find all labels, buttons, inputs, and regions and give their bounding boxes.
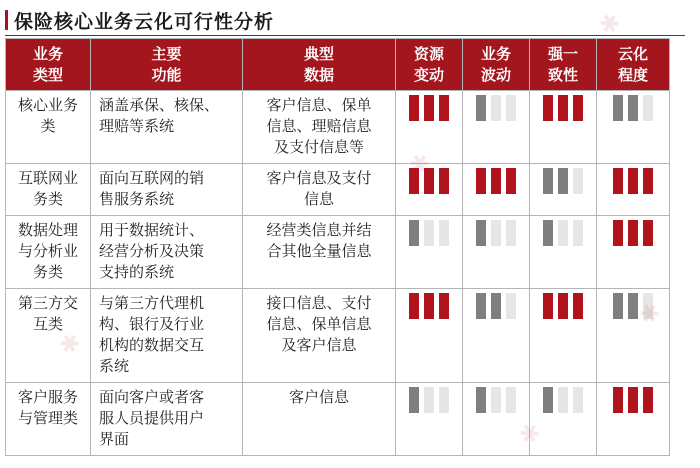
rating-cell bbox=[530, 91, 597, 164]
rating-cell bbox=[597, 164, 670, 216]
filled-bar bbox=[613, 220, 623, 246]
level-bars bbox=[543, 95, 583, 121]
level-bars bbox=[409, 95, 449, 121]
filled-bar bbox=[409, 95, 419, 121]
function-cell: 用于数据统计、 经营分析及决策 支持的系统 bbox=[91, 216, 243, 289]
filled-bar bbox=[558, 95, 568, 121]
empty-bar bbox=[506, 293, 516, 319]
header-cell: 云化 程度 bbox=[597, 39, 670, 91]
title-accent bbox=[5, 10, 8, 30]
filled-bar bbox=[476, 168, 486, 194]
filled-bar bbox=[543, 387, 553, 413]
table-row bbox=[6, 91, 670, 164]
empty-bar bbox=[491, 387, 501, 413]
rating-cell bbox=[463, 216, 530, 289]
data-cell: 客户信息、保单 信息、理赔信息 及支付信息等 bbox=[243, 91, 396, 164]
data-cell: 接口信息、支付 信息、保单信息 及客户信息 bbox=[243, 289, 396, 383]
empty-bar bbox=[643, 95, 653, 121]
empty-bar bbox=[573, 220, 583, 246]
rating-cell bbox=[597, 91, 670, 164]
filled-bar bbox=[424, 95, 434, 121]
rating-cell bbox=[463, 164, 530, 216]
filled-bar bbox=[613, 293, 623, 319]
header-cell: 资源 变动 bbox=[396, 39, 463, 91]
page-title: 保险核心业务云化可行性分析 bbox=[14, 11, 275, 33]
rating-cell bbox=[530, 383, 597, 456]
level-bars bbox=[476, 168, 516, 194]
empty-bar bbox=[558, 220, 568, 246]
data-cell: 经营类信息并结 合其他全量信息 bbox=[243, 216, 396, 289]
filled-bar bbox=[643, 387, 653, 413]
empty-bar bbox=[643, 293, 653, 319]
filled-bar bbox=[439, 293, 449, 319]
level-bars bbox=[613, 95, 653, 121]
filled-bar bbox=[628, 293, 638, 319]
level-bars bbox=[613, 168, 653, 194]
empty-bar bbox=[506, 95, 516, 121]
header-cell: 业务 波动 bbox=[463, 39, 530, 91]
level-bars bbox=[543, 293, 583, 319]
filled-bar bbox=[424, 168, 434, 194]
function-cell: 面向互联网的销 售服务系统 bbox=[91, 164, 243, 216]
level-bars bbox=[476, 220, 516, 246]
empty-bar bbox=[491, 95, 501, 121]
filled-bar bbox=[628, 387, 638, 413]
level-bars bbox=[543, 220, 583, 246]
title-bar bbox=[0, 0, 700, 36]
filled-bar bbox=[613, 95, 623, 121]
type-cell: 核心业务 类 bbox=[6, 91, 91, 164]
table-row bbox=[6, 383, 670, 456]
level-bars bbox=[409, 293, 449, 319]
empty-bar bbox=[506, 220, 516, 246]
header-cell: 业务 类型 bbox=[6, 39, 91, 91]
header-cell: 主要 功能 bbox=[91, 39, 243, 91]
type-cell: 第三方交 互类 bbox=[6, 289, 91, 383]
rating-cell bbox=[530, 289, 597, 383]
filled-bar bbox=[409, 220, 419, 246]
empty-bar bbox=[573, 168, 583, 194]
filled-bar bbox=[506, 168, 516, 194]
watermark-mark: ✱ bbox=[54, 326, 86, 362]
header-cell: 典型 数据 bbox=[243, 39, 396, 91]
filled-bar bbox=[643, 168, 653, 194]
table-row bbox=[6, 289, 670, 383]
rating-cell bbox=[396, 383, 463, 456]
level-bars bbox=[613, 293, 653, 319]
empty-bar bbox=[424, 220, 434, 246]
header-row bbox=[6, 39, 670, 91]
level-bars bbox=[613, 220, 653, 246]
filled-bar bbox=[628, 168, 638, 194]
filled-bar bbox=[491, 168, 501, 194]
rating-cell bbox=[463, 91, 530, 164]
level-bars bbox=[476, 95, 516, 121]
filled-bar bbox=[628, 95, 638, 121]
level-bars bbox=[543, 387, 583, 413]
level-bars bbox=[613, 387, 653, 413]
empty-bar bbox=[439, 387, 449, 413]
type-cell: 数据处理 与分析业 务类 bbox=[6, 216, 91, 289]
empty-bar bbox=[439, 220, 449, 246]
filled-bar bbox=[573, 95, 583, 121]
type-cell: 互联网业 务类 bbox=[6, 164, 91, 216]
empty-bar bbox=[573, 387, 583, 413]
rating-cell bbox=[463, 383, 530, 456]
watermark-mark: ✱ bbox=[514, 416, 546, 452]
data-cell: 客户信息及支付 信息 bbox=[243, 164, 396, 216]
level-bars bbox=[409, 220, 449, 246]
filled-bar bbox=[573, 293, 583, 319]
filled-bar bbox=[439, 168, 449, 194]
rating-cell bbox=[396, 216, 463, 289]
rating-cell bbox=[396, 164, 463, 216]
table-row bbox=[6, 216, 670, 289]
filled-bar bbox=[543, 95, 553, 121]
filled-bar bbox=[558, 293, 568, 319]
level-bars bbox=[543, 168, 583, 194]
data-cell: 客户信息 bbox=[243, 383, 396, 456]
function-cell: 涵盖承保、核保、 理赔等系统 bbox=[91, 91, 243, 164]
watermark-mark: ✱ bbox=[594, 6, 626, 42]
filled-bar bbox=[409, 168, 419, 194]
empty-bar bbox=[506, 387, 516, 413]
filled-bar bbox=[476, 95, 486, 121]
watermark-mark: ✱ bbox=[404, 146, 436, 182]
header-cell: 强一 致性 bbox=[530, 39, 597, 91]
filled-bar bbox=[476, 220, 486, 246]
empty-bar bbox=[424, 387, 434, 413]
rating-cell bbox=[597, 289, 670, 383]
filled-bar bbox=[543, 293, 553, 319]
function-cell: 面向客户或者客 服人员提供用户 界面 bbox=[91, 383, 243, 456]
feasibility-table bbox=[5, 38, 670, 456]
type-cell: 客户服务 与管理类 bbox=[6, 383, 91, 456]
filled-bar bbox=[628, 220, 638, 246]
level-bars bbox=[409, 168, 449, 194]
rating-cell bbox=[530, 164, 597, 216]
table-row bbox=[6, 164, 670, 216]
rating-cell bbox=[463, 289, 530, 383]
level-bars bbox=[409, 387, 449, 413]
filled-bar bbox=[409, 293, 419, 319]
empty-bar bbox=[558, 387, 568, 413]
level-bars bbox=[476, 387, 516, 413]
filled-bar bbox=[491, 293, 501, 319]
rating-cell bbox=[530, 216, 597, 289]
filled-bar bbox=[558, 168, 568, 194]
rating-cell bbox=[597, 383, 670, 456]
title-rule bbox=[5, 35, 685, 36]
filled-bar bbox=[476, 293, 486, 319]
rating-cell bbox=[396, 91, 463, 164]
level-bars bbox=[476, 293, 516, 319]
filled-bar bbox=[613, 387, 623, 413]
filled-bar bbox=[424, 293, 434, 319]
filled-bar bbox=[643, 220, 653, 246]
filled-bar bbox=[543, 168, 553, 194]
filled-bar bbox=[476, 387, 486, 413]
rating-cell bbox=[597, 216, 670, 289]
function-cell: 与第三方代理机 构、银行及行业 机构的数据交互 系统 bbox=[91, 289, 243, 383]
filled-bar bbox=[543, 220, 553, 246]
rating-cell bbox=[396, 289, 463, 383]
empty-bar bbox=[491, 220, 501, 246]
filled-bar bbox=[613, 168, 623, 194]
filled-bar bbox=[439, 95, 449, 121]
filled-bar bbox=[409, 387, 419, 413]
